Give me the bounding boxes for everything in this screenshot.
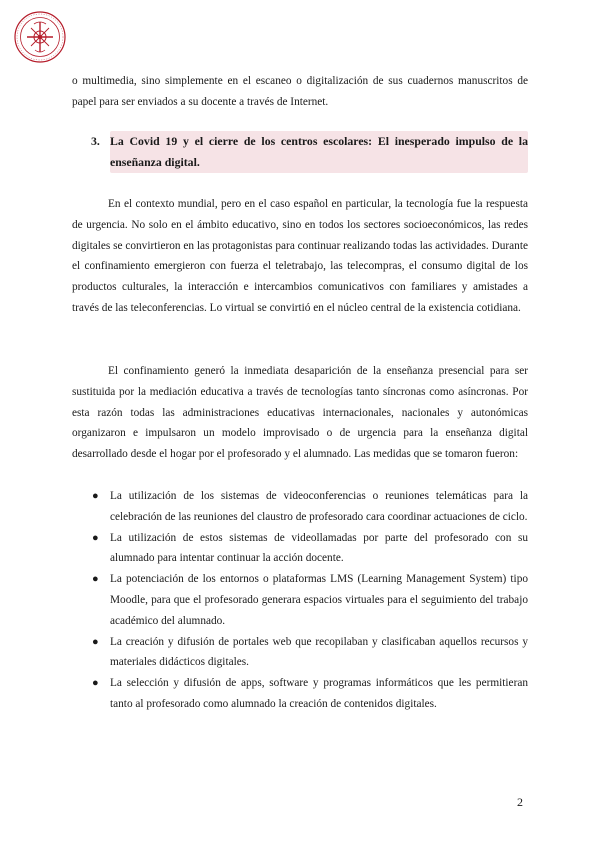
bullet-icon: ● xyxy=(92,490,99,502)
list-item xyxy=(92,528,528,570)
section-number: 3. xyxy=(91,134,100,148)
university-seal-icon xyxy=(13,10,67,64)
list-item-text: La potenciación de los entornos o plataformas LMS (Learning Management System) tipo Moodle, para que el profesorado generara espacios virtuales para el seguimiento del trabajo académico del alumnado. xyxy=(110,573,528,627)
list-item xyxy=(92,632,528,674)
list-item xyxy=(92,673,528,715)
section-title: La Covid 19 y el cierre de los centros escolares: El inesperado impulso de la enseñanza digital. xyxy=(110,131,528,173)
measures-list xyxy=(92,486,528,715)
section-heading xyxy=(91,131,528,173)
bullet-icon: ● xyxy=(92,573,99,586)
list-item-text: La utilización de estos sistemas de videollamadas por parte del profesorado con su alumnado para intentar continuar la acción docente. xyxy=(110,531,528,565)
list-item xyxy=(92,569,528,631)
paragraph-context: En el contexto mundial, pero en el caso español en particular, la tecnología fue la respuesta de urgencia. No solo en el ámbito educativo, sino en todos los sectores socioeconómicos, las redes digitales se convirtieron en las protagonistas para continuar realizando todas las actividades. Durante el confinamiento emergieron con fuerza el teletrabajo, las telecompras, el consumo digital de los productos culturales, la interacción e intercambios comunicativos con familiares y amistades a través de las teleconferencias. Lo virtual se convirtió en el núcleo central de la existencia cotidiana. xyxy=(72,198,528,314)
list-item xyxy=(92,486,528,528)
bullet-icon: ● xyxy=(92,531,99,544)
list-item-text: La creación y difusión de portales web que recopilaban y clasificaban aquellos recursos y materiales didácticos digitales. xyxy=(110,635,528,669)
intro-continuation-paragraph: o multimedia, sino simplemente en el escaneo o digitalización de sus cuadernos manuscritos de papel para ser enviados a su docente a través de Internet. xyxy=(72,75,528,108)
list-item-text: La selección y difusión de apps, software y programas informáticos que les permitieran tanto al profesorado como alumnado la creación de contenidos digitales. xyxy=(110,677,528,710)
bullet-icon: ● xyxy=(92,677,99,690)
page-number: 2 xyxy=(517,795,523,809)
list-item-text: La utilización de los sistemas de videoconferencias o reuniones telemáticas para la celebración de las reuniones del claustro de profesorado cara coordinar actuaciones de ciclo. xyxy=(110,490,528,523)
paragraph-confinement: El confinamiento generó la inmediata desaparición de la enseñanza presencial para ser sustituida por la mediación educativa a través de tecnologías tanto síncronas como asíncronas. Por esta razón todas las administraciones educativas internacionales, nacionales y autonómicas organizaron e impulsaron un modelo improvisado o de urgencia para la enseñanza digital desarrollado desde el hogar por el profesorado y el alumnado. Las medidas que se tomaron fueron: xyxy=(72,365,528,461)
bullet-icon: ● xyxy=(92,635,99,648)
